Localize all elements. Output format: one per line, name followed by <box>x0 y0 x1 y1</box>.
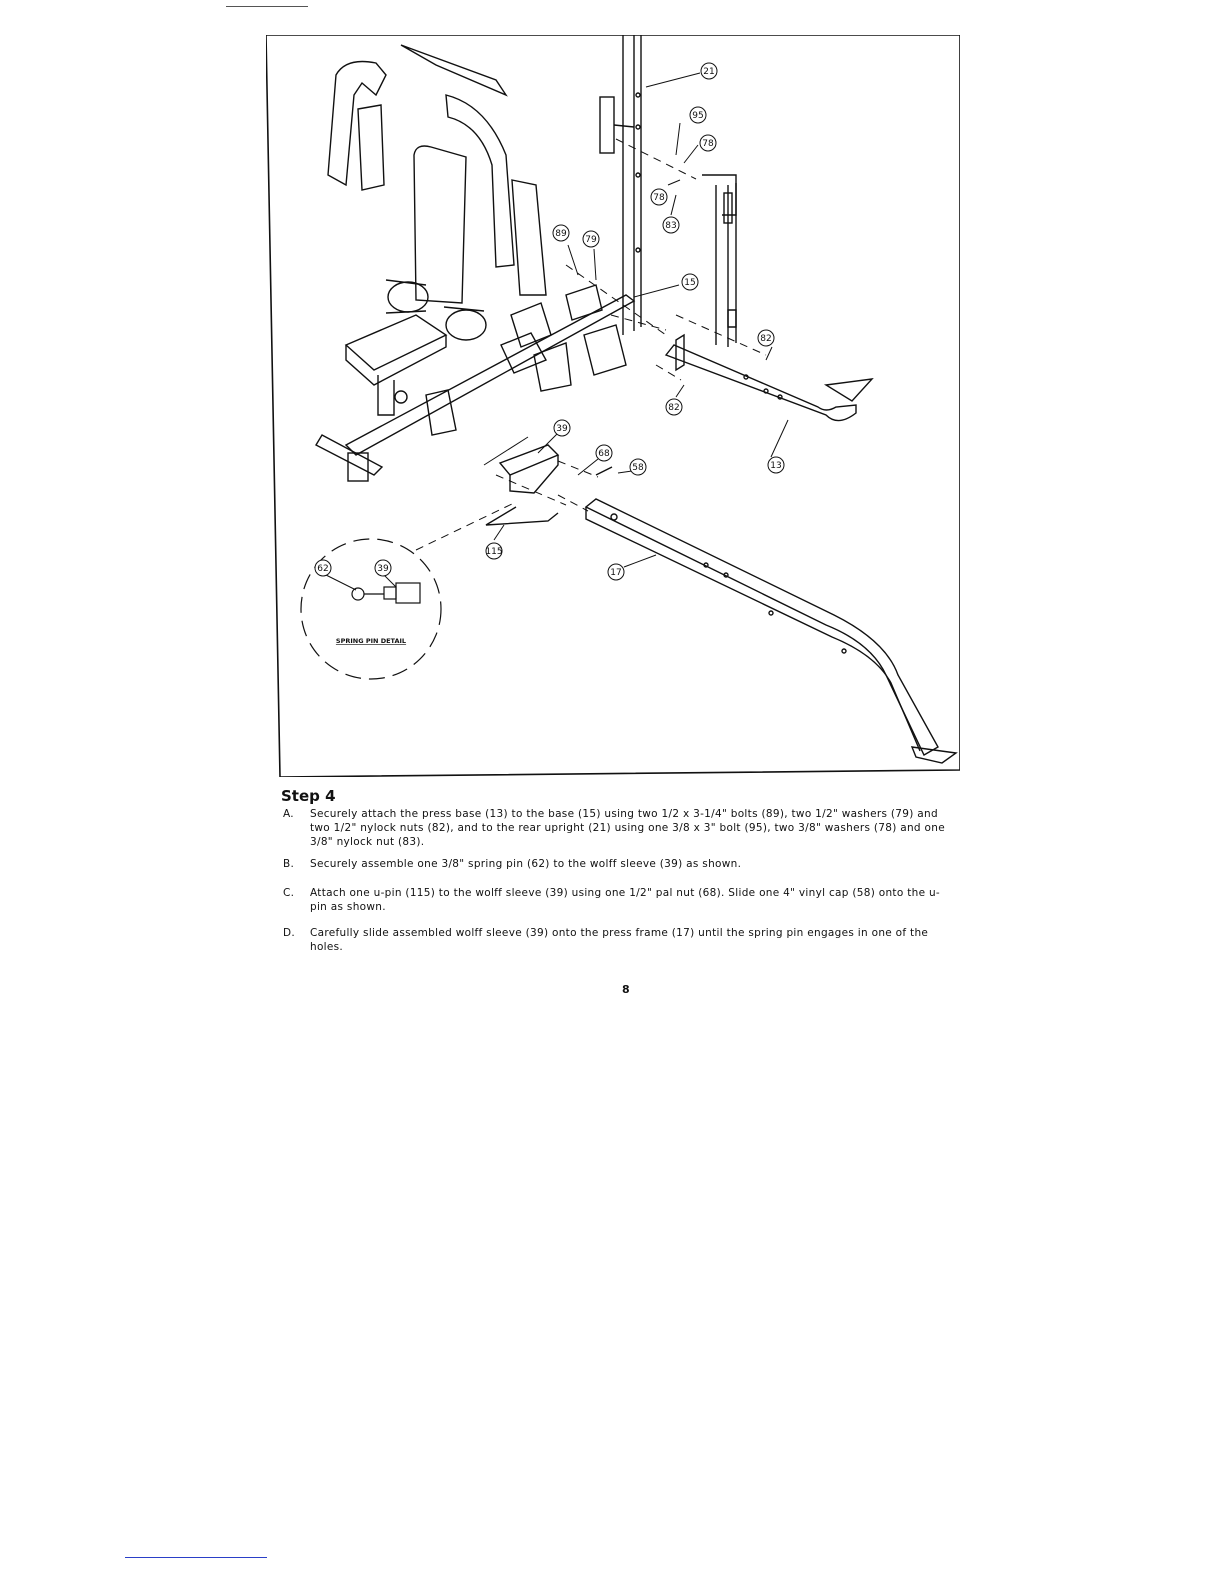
callout-label: 17 <box>610 568 622 578</box>
instruction-text: Carefully slide assembled wolff sleeve (39) onto the press frame (17) until the spring pin engages in one of the holes. <box>310 927 929 953</box>
callout-label: 68 <box>598 449 610 459</box>
callout-label: 78 <box>702 139 714 149</box>
callout-label: 83 <box>665 221 677 231</box>
detail-label: SPRING PIN DETAIL <box>335 637 407 645</box>
instruction-letter: A. <box>283 808 294 820</box>
callout-label: 13 <box>770 461 782 471</box>
callout-label: 39 <box>556 424 568 434</box>
step-title: Step 4 <box>281 787 336 805</box>
callout-label: 58 <box>632 463 644 473</box>
instruction-item <box>283 926 953 954</box>
instruction-text: Securely attach the press base (13) to the base (15) using two 1/2 x 3-1/4" bolts (89), two 1/2" washers (79) and two 1/2" nylock nuts (82), and to the rear upright (21) using one 3/8 x 3" bolt (95), two 3/8" washers (78) and one 3/8" nylock nut (83). <box>310 808 945 848</box>
instruction-letter: C. <box>283 887 295 899</box>
callout-label: 82 <box>760 334 772 344</box>
callout-label: 39 <box>377 564 389 574</box>
bottom-rule <box>125 1557 267 1558</box>
instruction-text: Attach one u-pin (115) to the wolff sleeve (39) using one 1/2" pal nut (68). Slide one 4" vinyl cap (58) onto the u-pin as shown. <box>310 887 941 913</box>
callout-label: 79 <box>585 235 597 245</box>
instruction-letter: B. <box>283 858 295 870</box>
instruction-text: Securely assemble one 3/8" spring pin (62) to the wolff sleeve (39) as shown. <box>310 858 742 870</box>
instruction-letter: D. <box>283 927 296 939</box>
assembly-diagram <box>266 35 960 777</box>
callout-label: 78 <box>653 193 665 203</box>
instruction-item <box>283 857 953 871</box>
callout-label: 89 <box>555 229 567 239</box>
page-number: 8 <box>622 983 630 996</box>
callout-label: 15 <box>684 278 696 288</box>
callout-label: 95 <box>692 111 704 121</box>
instruction-item <box>283 886 953 914</box>
instruction-item <box>283 807 953 849</box>
top-rule <box>226 6 308 7</box>
callout-label: 82 <box>668 403 680 413</box>
callout-label: 62 <box>317 564 329 574</box>
callout-label: 21 <box>703 67 715 77</box>
callout-label: 115 <box>485 547 503 557</box>
